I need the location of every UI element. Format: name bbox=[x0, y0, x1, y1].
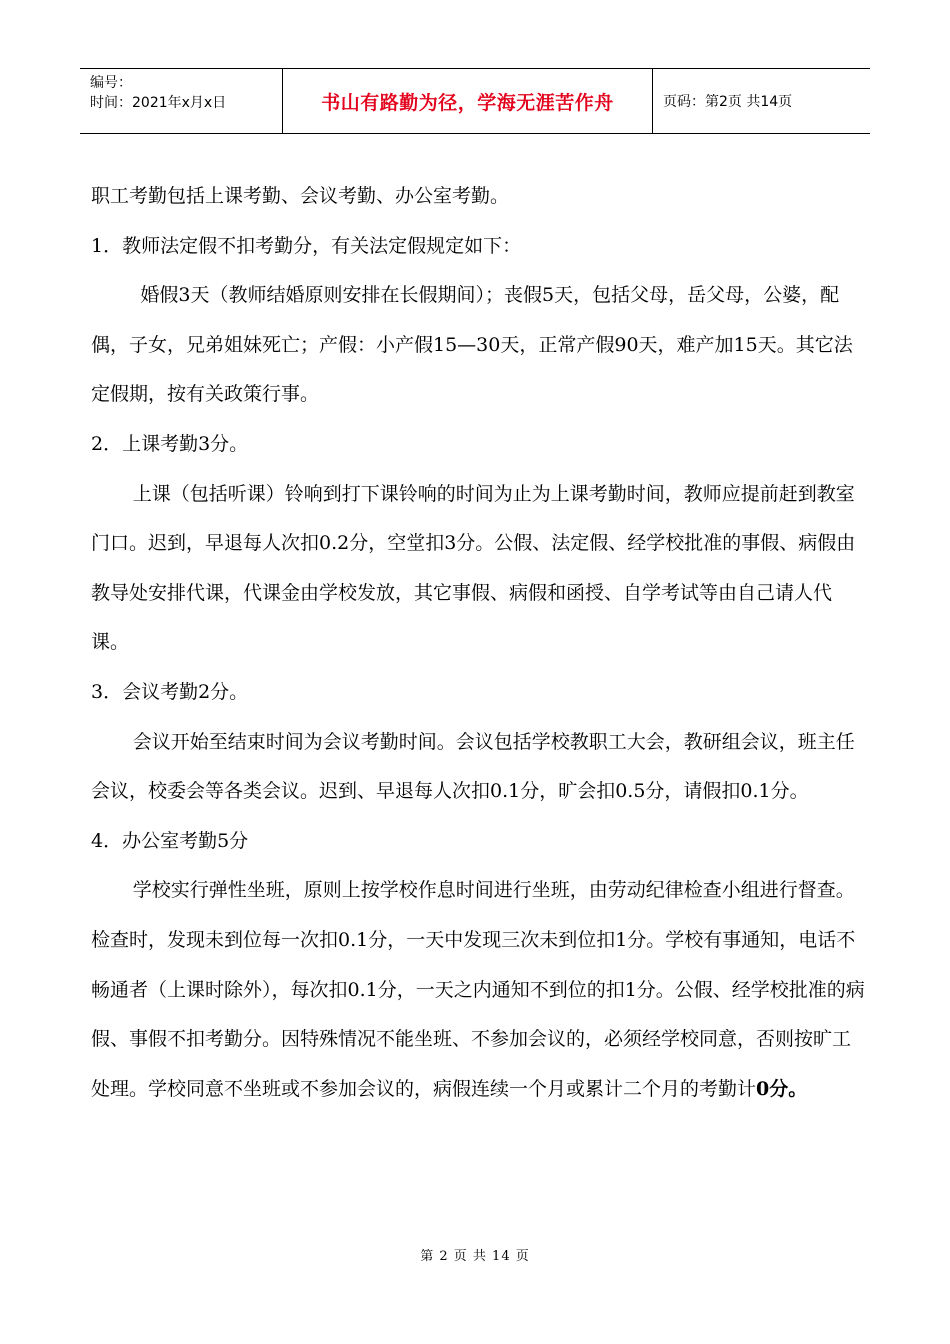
section-2-paragraph: 上课（包括听课）铃响到打下课铃响的时间为止为上课考勤时间，教师应提前赶到教室门口。迟到，早退每人次扣0.2分，空堂扣3分。公假、法定假、经学校批准的事假、病假由教导处安排代课，代课金由学校发放，其它事假、病假和函授、自学考试等由自己请人代课。 bbox=[91, 482, 856, 654]
section-2-heading: 2．上课考勤3分。 bbox=[91, 432, 249, 455]
section-3-heading: 3．会议考勤2分。 bbox=[91, 680, 249, 703]
time-label: 时间：2021年x月x日 bbox=[90, 95, 227, 111]
section-1-heading: 1．教师法定假不扣考勤分，有关法定假规定如下： bbox=[91, 234, 522, 257]
page-footer: 第 2 页 共 14 页 bbox=[420, 1249, 530, 1264]
document-body bbox=[91, 172, 869, 1114]
document-header bbox=[80, 68, 870, 134]
section-4-text: 学校实行弹性坐班，原则上按学校作息时间进行坐班，由劳动纪律检查小组进行督查。检查时，发现未到位每一次扣0.1分，一天中发现三次未到位扣1分。学校有事通知，电话不畅通者（上课时除外），每次扣0.1分，一天之内通知不到位的扣1分。公假、经学校批准的病假、事假不扣考勤分。因特殊情况不能坐班、不参加会议的，必须经学校同意，否则按旷工处理。学校同意不坐班或不参加会议的，病假连续一个月或累计二个月的考勤计 bbox=[91, 879, 865, 1100]
intro-paragraph: 职工考勤包括上课考勤、会议考勤、办公室考勤。 bbox=[91, 185, 510, 207]
header-meta-cell bbox=[80, 69, 283, 133]
section-3-paragraph: 会议开始至结束时间为会议考勤时间。会议包括学校教职工大会，教研组会议，班主任会议，校委会等各类会议。迟到、早退每人次扣0.1分，旷会扣0.5分，请假扣0.1分。 bbox=[91, 730, 855, 803]
section-4-bold-tail: 0分。 bbox=[756, 1077, 808, 1100]
number-label: 编号： bbox=[90, 75, 132, 91]
section-1-paragraph: 婚假3天（教师结婚原则安排在长假期间）；丧假5天，包括父母，岳父母，公婆，配偶，子女，兄弟姐妹死亡；产假：小产假15—30天，正常产假90天，难产加15天。其它法定假期，按有关政策行事。 bbox=[91, 284, 853, 406]
section-4-paragraph bbox=[91, 866, 869, 1114]
header-page-info: 页码：第2页 共14页 bbox=[663, 94, 793, 110]
header-motto: 书山有路勤为径，学海无涯苦作舟 bbox=[283, 69, 653, 133]
section-4-heading: 4．办公室考勤5分 bbox=[91, 829, 249, 852]
